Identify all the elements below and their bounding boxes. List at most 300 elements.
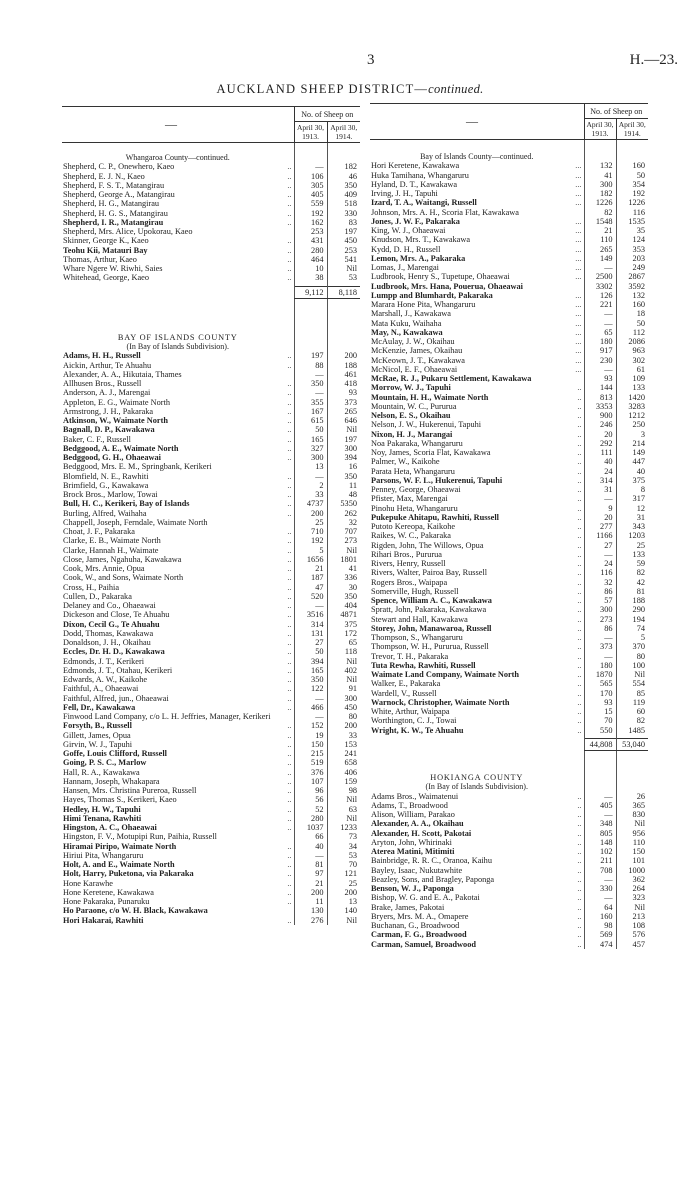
leader-dots: .. — [577, 475, 582, 485]
sheep-1913: 24 — [584, 559, 616, 568]
sheep-1914: 1226 — [616, 198, 648, 207]
sheep-1914: 241 — [327, 749, 360, 758]
owner-name: Shepherd, C. P., Onewhero, Kaeo — [63, 162, 175, 172]
sheep-1914: 65 — [327, 638, 360, 647]
table-row — [370, 930, 648, 939]
owner-name: Hone Pakaraka, Punaruku — [63, 897, 150, 906]
sheep-1914: 13 — [327, 897, 360, 906]
table-row — [62, 388, 360, 397]
leader-dots: ... — [575, 337, 582, 346]
table-row — [62, 721, 360, 730]
leader-dots: .. — [577, 540, 582, 550]
owner-name: Pukepuke Ahitapu, Rawhiti, Russell — [371, 512, 499, 522]
leader-dots: .. — [287, 591, 292, 601]
table-row — [370, 884, 648, 893]
table-row — [370, 393, 648, 402]
leader-dots: .. — [577, 697, 582, 707]
sheep-1914: 98 — [327, 786, 360, 795]
owner-name: Finwood Land Company, c/o L. H. Jeffries, Manager, Kerikeri — [63, 712, 271, 721]
leader-dots: .. — [287, 582, 292, 592]
leader-dots: ... — [575, 253, 582, 263]
sheep-1914: 370 — [616, 642, 648, 651]
owner-name: Mountain, W. C., Pururua — [371, 401, 457, 411]
owner-name: Hayes, Thomas S., Kerikeri, Kaeo — [63, 795, 177, 805]
leader-dots: .. — [287, 860, 292, 869]
sheep-1913: 276 — [294, 916, 327, 925]
sheep-1914: 188 — [616, 596, 648, 605]
owner-name: Nelson, E. S., Okaihau — [371, 411, 451, 420]
owner-name: Jones, J. W. F., Pakaraka — [371, 216, 460, 226]
sheep-1914: 46 — [327, 172, 360, 181]
table-row — [370, 217, 648, 226]
owner-name: Hyland, D. T., Kawakawa — [371, 179, 458, 189]
table-row — [62, 638, 360, 647]
owner-name: Holt, Harry, Puketona, via Pakaraka — [63, 869, 194, 879]
sheep-1913: — — [584, 550, 616, 559]
sheep-1914: 42 — [616, 578, 648, 587]
owner-name: Thompson, S., Whangaruru — [371, 633, 463, 642]
table-row — [370, 300, 648, 309]
owner-name: Somerville, Hugh, Russell — [371, 586, 459, 596]
table-row — [370, 235, 648, 244]
sheep-1914: 33 — [327, 731, 360, 740]
owner-name: Adams, T., Broadwood — [371, 800, 448, 810]
sheep-1914: 375 — [616, 476, 648, 485]
owner-name: Bull, H. C., Kerikeri, Bay of Islands — [63, 499, 190, 509]
sheep-1913: 93 — [584, 698, 616, 707]
sheep-1914: 80 — [327, 712, 360, 721]
sheep-1913: — — [294, 370, 327, 379]
leader-dots: .. — [287, 786, 292, 795]
owner-name: Close, James, Ngahuha, Kawakawa — [63, 554, 182, 564]
sheep-1913: 559 — [294, 199, 327, 208]
sheep-1913: 31 — [584, 485, 616, 494]
owner-name: Penney, George, Ohaeawai — [371, 485, 461, 494]
owner-name: Shepherd, F. S. T., Matangirau — [63, 180, 165, 190]
table-row — [370, 198, 648, 207]
table-row — [62, 842, 360, 851]
table-row — [62, 435, 360, 444]
owner-name: Lemon, Mrs. A., Pakaraka — [371, 253, 466, 263]
sheep-1913: 19 — [294, 731, 327, 740]
sheep-1914: 121 — [327, 869, 360, 878]
leader-dots: .. — [577, 429, 582, 439]
leader-dots: .. — [287, 434, 292, 444]
sheep-1913: 292 — [584, 439, 616, 448]
owner-name: Beazley, Sons, and Bragley, Paponga — [371, 874, 495, 884]
leader-dots: .. — [577, 939, 582, 949]
leader-dots — [280, 462, 294, 471]
sheep-1914: 194 — [616, 615, 648, 624]
table-row — [62, 527, 360, 536]
owner-name: Marara Hone Pita, Whangaruru — [371, 300, 476, 309]
table-row — [62, 499, 360, 508]
sheep-1913: 474 — [584, 940, 616, 949]
owner-name: Goffe, Louis Clifford, Russell — [63, 749, 167, 758]
owner-name: Rigden, John, The Willows, Opua — [371, 540, 484, 550]
owner-name: Spratt, John, Pakaraka, Kawakawa — [371, 605, 487, 615]
table-row — [370, 698, 648, 707]
leader-dots: .. — [577, 448, 582, 457]
table-row — [62, 444, 360, 453]
sheep-1914: 402 — [327, 666, 360, 675]
sheep-1913: 110 — [584, 235, 616, 244]
table-row — [370, 513, 648, 522]
leader-dots: .. — [577, 791, 582, 801]
sheep-1913: 170 — [584, 689, 616, 698]
leader-dots: .. — [287, 527, 292, 536]
leader-dots: .. — [287, 471, 292, 481]
sheep-1914: 132 — [616, 291, 648, 300]
sheep-1914: 34 — [327, 842, 360, 851]
sheep-1913: 180 — [584, 661, 616, 670]
table-row — [370, 679, 648, 688]
owner-name: Raikes, W. C., Pakaraka — [371, 531, 451, 541]
leader-dots: .. — [287, 508, 292, 518]
leader-dots: .. — [577, 679, 582, 689]
owner-name: Dixon, Cecil G., Te Ahuahu — [63, 619, 160, 629]
sheep-1914: 124 — [616, 235, 648, 244]
sheep-1914: 1233 — [327, 823, 360, 832]
sheep-1913: 93 — [584, 374, 616, 383]
sheep-1914: 3 — [616, 430, 648, 439]
leader-dots: .. — [287, 490, 292, 499]
owner-name: Anderson, A. J., Marengai — [63, 388, 151, 398]
sheep-1913: 33 — [294, 490, 327, 499]
owner-name: Shepherd, H. G. S., Matangirau — [63, 208, 168, 218]
owner-name: Edmonds, J. T., Kerikeri — [63, 656, 145, 666]
leader-dots: .. — [287, 208, 292, 218]
sheep-1914: 31 — [616, 513, 648, 522]
table-row — [370, 810, 648, 819]
sheep-1913: 116 — [584, 568, 616, 577]
table-row — [62, 472, 360, 481]
sheep-1914: 330 — [327, 209, 360, 218]
sheep-1914: 323 — [616, 893, 648, 902]
sheep-1914: Nil — [327, 425, 360, 434]
sheep-1914: 576 — [616, 930, 648, 939]
leader-dots: ... — [575, 235, 582, 245]
leader-dots: .. — [577, 392, 582, 402]
leader-dots: .. — [287, 730, 292, 740]
sheep-1914: 41 — [327, 564, 360, 573]
owner-name: Palmer, W., Kaikohe — [371, 457, 440, 467]
owner-name: Rivers, Henry, Russell — [371, 559, 446, 568]
sheep-1913: 330 — [584, 884, 616, 893]
owner-name: Hori Keretene, Kawakawa — [371, 161, 460, 171]
sheep-1913: 180 — [584, 337, 616, 346]
sheep-1913: 52 — [294, 805, 327, 814]
owner-name: Faithful, Alfred, jun., Ohaeawai — [63, 693, 169, 703]
owner-name: Fell, Dr., Kawakawa — [63, 702, 136, 712]
table-row — [370, 467, 648, 476]
owner-name: Cook, Mrs. Annie, Opua — [63, 564, 145, 573]
sheep-1913: 82 — [584, 208, 616, 217]
sheep-1913: 230 — [584, 356, 616, 365]
sheep-1914: 457 — [616, 940, 648, 949]
sheep-1914: 63 — [327, 805, 360, 814]
table-row — [370, 578, 648, 587]
sheep-1914: Nil — [327, 795, 360, 804]
owner-name: Huka Tamihana, Whangaruru — [371, 170, 469, 180]
sheep-1914: Nil — [616, 670, 648, 679]
table-row — [370, 921, 648, 930]
sheep-1913: 3353 — [584, 402, 616, 411]
owner-name: Shepherd, Mrs. Alice, Upokorau, Kaeo — [63, 227, 193, 236]
table-row — [62, 601, 360, 610]
county-heading-row — [62, 153, 360, 162]
owner-name: Bedggood, Mrs. E. M., Springbank, Kerikeri — [63, 462, 212, 472]
owner-name: Ludbrook, Mrs. Hana, Pouerua, Ohaeawai — [371, 281, 523, 291]
total-1913: 44,808 — [584, 738, 616, 750]
leader-dots: ... — [575, 161, 582, 171]
owner-name: Noa Pakaraka, Whangaruru — [371, 438, 463, 448]
subdivision-note: (In Bay of Islands Subdivision). — [126, 342, 229, 351]
sheep-1913: 900 — [584, 411, 616, 420]
leader-dots: .. — [577, 383, 582, 393]
sheep-1914: 707 — [327, 527, 360, 536]
right-column — [370, 103, 648, 949]
leader-dots: ... — [575, 290, 582, 300]
table-row — [370, 263, 648, 272]
sheep-1913: 50 — [294, 425, 327, 434]
leader-dots: .. — [287, 915, 292, 925]
leader-dots: .. — [577, 605, 582, 615]
sheep-1913: 86 — [584, 587, 616, 596]
leader-dots: .. — [577, 614, 582, 624]
leader-dots: .. — [577, 911, 582, 921]
sheep-1913: 107 — [294, 777, 327, 786]
table-row — [370, 838, 648, 847]
county-heading-row — [62, 333, 360, 342]
owner-name: Going, P. S. C., Marlow — [63, 758, 147, 768]
leader-dots: .. — [287, 425, 292, 435]
leader-dots: .. — [287, 628, 292, 638]
table-row — [370, 847, 648, 856]
leader-dots: .. — [577, 522, 582, 531]
table-row — [62, 246, 360, 255]
owner-name: King, W. J., Ohaeawai — [371, 226, 446, 235]
spacer-row — [370, 140, 648, 153]
sheep-1913: 97 — [294, 869, 327, 878]
sheep-1913: 273 — [584, 615, 616, 624]
right-header-group: No. of Sheep on — [584, 104, 648, 119]
leader-dots: .. — [287, 245, 292, 255]
sheep-1914: 11 — [327, 481, 360, 490]
table-row — [62, 181, 360, 190]
owner-name: Tuta Rewha, Rawhiti, Russell — [371, 660, 476, 670]
sheep-1913: 88 — [294, 361, 327, 370]
table-row — [62, 425, 360, 434]
table-row — [62, 647, 360, 656]
leader-dots — [574, 374, 584, 383]
sheep-1914: 25 — [616, 541, 648, 550]
sheep-1914: 172 — [327, 629, 360, 638]
table-row — [62, 620, 360, 629]
leader-dots — [280, 227, 294, 236]
leader-dots: .. — [287, 638, 292, 647]
leader-dots: .. — [577, 531, 582, 541]
sheep-1913: 300 — [584, 180, 616, 189]
sheep-1913: — — [584, 319, 616, 328]
sheep-1914: 200 — [327, 888, 360, 897]
table-row — [62, 564, 360, 573]
sheep-1913: 519 — [294, 758, 327, 767]
sheep-1914: Nil — [616, 903, 648, 912]
county-heading: HOKIANGA COUNTY — [430, 773, 524, 782]
owner-name: Hiriui Pita, Whangaruru — [63, 850, 144, 860]
sheep-1914: 153 — [327, 740, 360, 749]
sheep-1913: 300 — [294, 453, 327, 462]
sheep-1913: 40 — [294, 842, 327, 851]
owner-name: Benson, W. J., Paponga — [371, 884, 454, 893]
table-row — [62, 805, 360, 814]
sheep-1914: 200 — [327, 351, 360, 360]
sheep-1913: 405 — [584, 801, 616, 810]
owner-name: Alexander, A. A., Okaihau — [371, 819, 464, 829]
table-row — [62, 832, 360, 841]
leader-dots: .. — [577, 596, 582, 605]
spacer-row — [62, 298, 360, 333]
table-row — [370, 226, 648, 235]
sheep-1914: 59 — [616, 559, 648, 568]
table-row — [370, 707, 648, 716]
leader-dots — [280, 906, 294, 915]
table-row — [62, 592, 360, 601]
table-row — [370, 161, 648, 170]
sheep-1914: 150 — [616, 847, 648, 856]
leader-dots: .. — [287, 480, 292, 490]
leader-dots: ... — [575, 189, 582, 198]
table-row — [370, 792, 648, 801]
owner-name: Nixon, H. J., Marangai — [371, 429, 453, 439]
owner-name: Adams, H. H., Russell — [63, 351, 141, 361]
sheep-1913: 40 — [584, 457, 616, 466]
sheep-1914: 265 — [327, 407, 360, 416]
spacer-row — [62, 143, 360, 154]
sheep-1913: 25 — [294, 518, 327, 527]
owner-name: Wardell, V., Russell — [371, 688, 437, 698]
owner-name: Bryers, Mrs. M. A., Omapere — [371, 911, 469, 921]
right-table — [370, 103, 648, 949]
leader-dots: .. — [287, 351, 292, 361]
leader-dots: .. — [577, 688, 582, 698]
owner-name: Alexander, H. Scott, Pakotai — [371, 828, 472, 838]
sheep-1913: — — [294, 162, 327, 171]
owner-name: May, N., Kawakawa — [371, 327, 443, 337]
table-row — [370, 272, 648, 281]
leader-dots: .. — [287, 878, 292, 888]
table-row — [62, 509, 360, 518]
sheep-1913: 21 — [294, 564, 327, 573]
table-row — [62, 209, 360, 218]
owner-name: Adams Bros., Waimatenui — [371, 791, 459, 801]
sheep-1913: 27 — [584, 541, 616, 550]
sheep-1913: 376 — [294, 768, 327, 777]
table-row — [370, 903, 648, 912]
table-row — [62, 416, 360, 425]
leader-dots: .. — [287, 379, 292, 388]
table-row — [370, 856, 648, 865]
owner-name: Atkinson, W., Waimate North — [63, 416, 168, 425]
sheep-1914: 16 — [327, 462, 360, 471]
left-column — [62, 106, 360, 925]
leader-dots: .. — [287, 887, 292, 897]
sheep-1914: 213 — [616, 912, 648, 921]
owner-name: Putoto Kereopa, Kaikohe — [371, 522, 456, 531]
owner-name: White, Arthur, Waipapa — [371, 707, 450, 716]
table-row — [62, 629, 360, 638]
leader-dots: .. — [577, 828, 582, 838]
sheep-1914: 3592 — [616, 282, 648, 291]
owner-name: Bedggood, G. H., Ohaeawai — [63, 453, 161, 462]
leader-dots: .. — [577, 559, 582, 568]
owner-name: Shepherd, George A., Matangirau — [63, 190, 175, 199]
table-row — [370, 661, 648, 670]
sheep-1914: 73 — [327, 832, 360, 841]
sheep-1913: — — [294, 388, 327, 397]
table-row — [62, 777, 360, 786]
sheep-1914: 273 — [327, 536, 360, 545]
sheep-1913: — — [584, 494, 616, 503]
table-row — [62, 916, 360, 925]
owner-name: Baker, C. F., Russell — [63, 434, 131, 444]
sheep-1914: 93 — [327, 388, 360, 397]
table-row — [370, 365, 648, 374]
sheep-1914: 406 — [327, 768, 360, 777]
sheep-1914: 197 — [327, 435, 360, 444]
table-row — [370, 282, 648, 291]
sheep-1914: 343 — [616, 522, 648, 531]
table-row — [62, 407, 360, 416]
owner-name: Worthington, C. J., Towai — [371, 716, 457, 726]
owner-name: Aickin, Arthur, Te Ahuahu — [63, 360, 152, 370]
owner-name: Parata Heta, Whangaruru — [371, 466, 455, 476]
sheep-1913: 165 — [294, 666, 327, 675]
sheep-1913: 277 — [584, 522, 616, 531]
sheep-1913: 21 — [584, 226, 616, 235]
leader-dots: .. — [577, 921, 582, 930]
owner-name: Bishop, W. G. and E. A., Pakotai — [371, 893, 480, 903]
sheep-1913: 111 — [584, 448, 616, 457]
sheep-1914: 85 — [616, 689, 648, 698]
sheep-1913: 187 — [294, 573, 327, 582]
table-row — [370, 568, 648, 577]
owner-name: Choat, J. F., Pakaraka — [63, 527, 135, 536]
table-row — [370, 254, 648, 263]
table-row — [62, 218, 360, 227]
owner-name: Gillett, James, Opua — [63, 730, 131, 740]
sheep-1913: 405 — [294, 190, 327, 199]
sheep-1914: Nil — [327, 546, 360, 555]
sheep-1914: 116 — [616, 208, 648, 217]
sheep-1914: 554 — [616, 679, 648, 688]
leader-dots: .. — [287, 199, 292, 209]
sheep-1914: 53 — [327, 851, 360, 860]
owner-name: Brake, James, Pakotai — [371, 902, 445, 912]
table-row — [370, 411, 648, 420]
table-row — [370, 689, 648, 698]
sheep-1913: 27 — [294, 638, 327, 647]
owner-name: Trevor, T. H., Pakaraka — [371, 651, 449, 661]
table-row — [62, 851, 360, 860]
sheep-1913: — — [584, 792, 616, 801]
leader-dots: .. — [287, 573, 292, 583]
sheep-1914: 365 — [616, 801, 648, 810]
owner-name: McKeown, J. T., Kawakawa — [371, 355, 465, 365]
owner-name: Faithful, A., Ohaeawai — [63, 684, 139, 694]
owner-name: Lomas, J., Marengai — [371, 263, 439, 272]
